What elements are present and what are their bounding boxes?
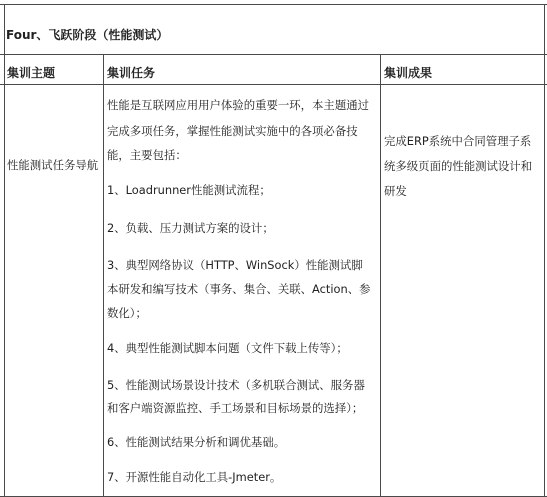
section-title: Four、飞跃阶段（性能测试）: [6, 28, 169, 42]
table-border-right: [544, 4, 545, 497]
topic-cell-text: 性能测试任务导航: [7, 158, 99, 172]
task-item-5-line: 5、性能测试场景设计技术（多机联合测试、服务器: [107, 378, 365, 392]
table-border-header-top: [0, 54, 547, 55]
table-border-col1: [103, 54, 104, 497]
task-item-3-line: 本研发和编写技术（事务、集合、关联、Action、参: [107, 282, 371, 296]
header-topic: 集训主题: [7, 66, 56, 80]
header-results: 集训成果: [384, 66, 433, 80]
results-line: 统多级页面的性能测试设计和: [384, 159, 533, 173]
table-border-header-bottom: [0, 84, 547, 85]
header-tasks: 集训任务: [107, 66, 156, 80]
task-item-5-line: 和客户端资源监控、手工场景和目标场景的选择）；: [107, 401, 364, 415]
task-item-3-line: 3、典型网络协议（HTTP、WinSock）性能测试脚: [107, 258, 363, 272]
task-item-7: 7、开源性能自动化工具-Jmeter。: [107, 470, 282, 484]
results-line: 研发: [384, 184, 407, 198]
tasks-intro-line: 完成多项任务，掌握性能测试实施中的各项必备技: [107, 124, 358, 138]
tasks-intro-line: 性能是互联网应用用户体验的重要一环，本主题通过: [107, 98, 369, 112]
task-item-3-line: 数化）；: [107, 306, 147, 320]
task-item-2: 2、负载、压力测试方案的设计；: [107, 221, 274, 235]
table-border-top: [0, 4, 547, 5]
task-item-6: 6、性能测试结果分析和调优基础。: [107, 435, 286, 449]
tasks-intro-line: 能，主要包括：: [107, 148, 187, 162]
table-border-left: [4, 4, 5, 497]
results-line: 完成ERP系统中合同管理子系: [384, 134, 532, 148]
task-item-4: 4、典型性能测试脚本问题（文件下载上传等）；: [107, 341, 348, 355]
table-border-col2: [380, 54, 381, 497]
task-item-1: 1、Loadrunner性能测试流程；: [107, 183, 271, 197]
